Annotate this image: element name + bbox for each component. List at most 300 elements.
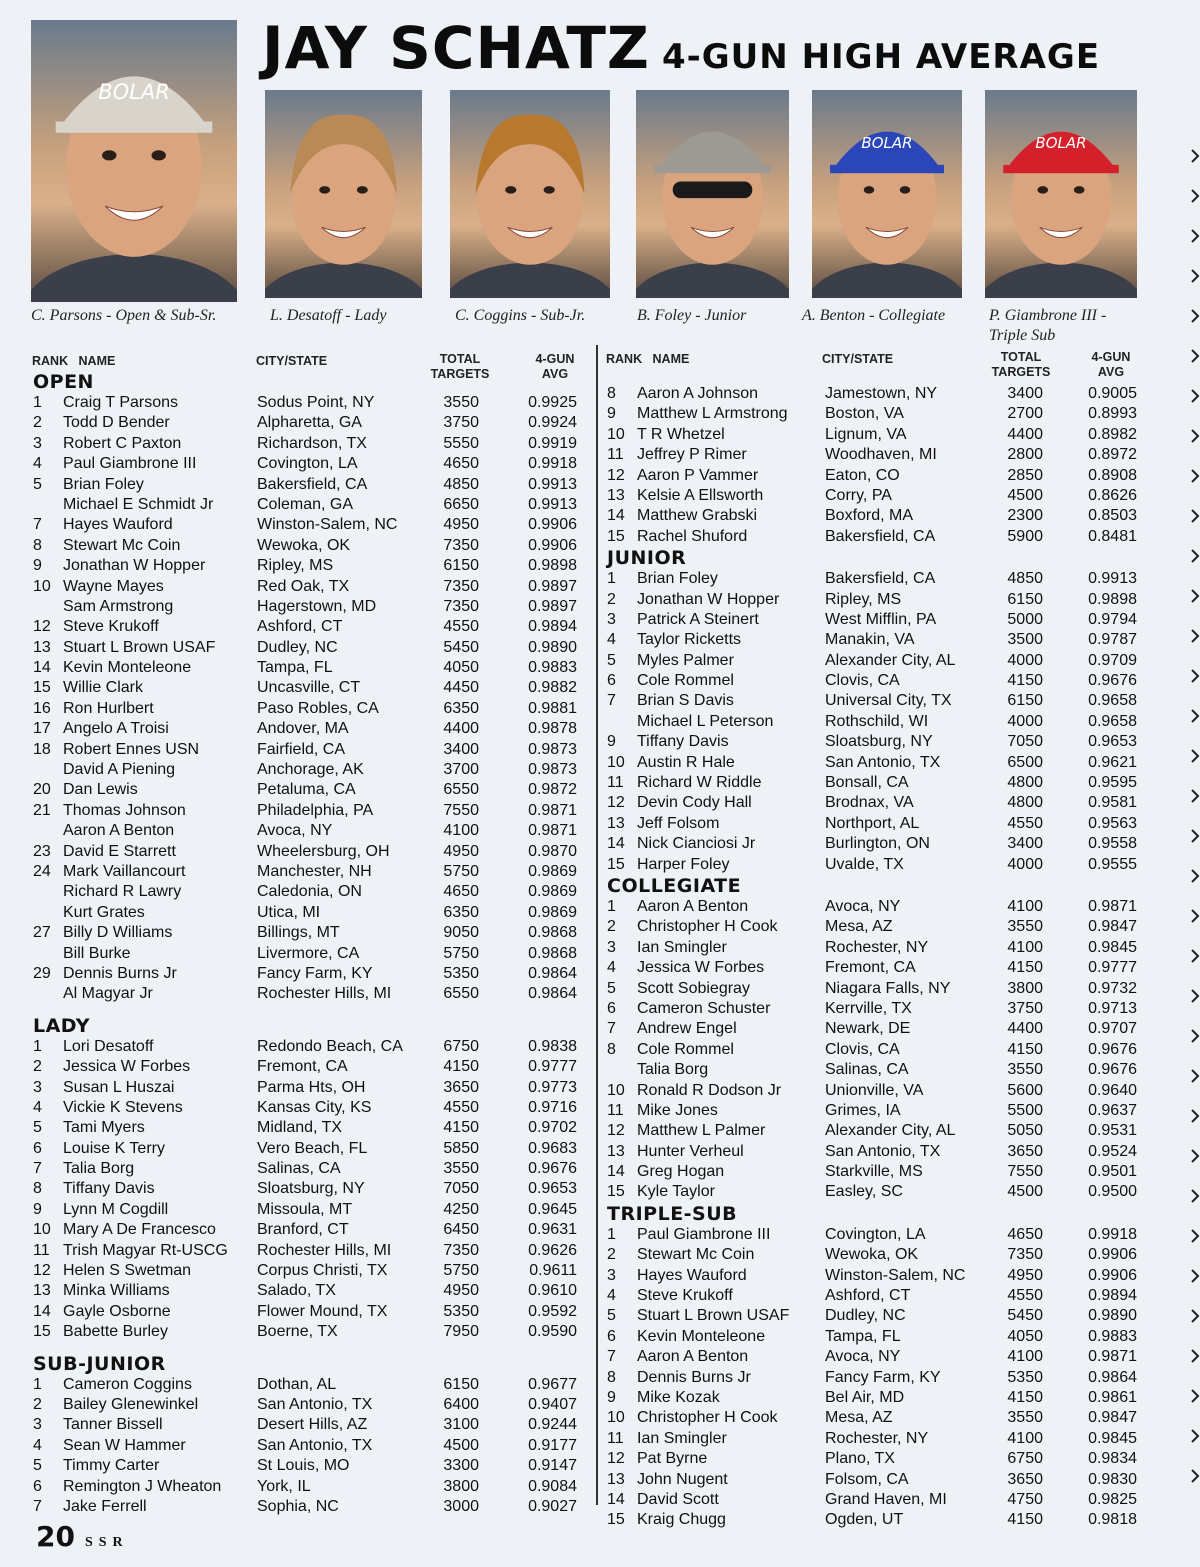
average-cell: 0.9177 [528, 1436, 577, 1454]
rank-cell: 3 [607, 938, 616, 956]
rank-cell: 12 [607, 466, 625, 484]
total-targets-cell: 4150 [443, 1058, 479, 1076]
column-divider [596, 345, 598, 1505]
city-state-cell: Rochester, NY [825, 938, 929, 956]
average-cell: 0.9871 [1088, 897, 1137, 915]
total-targets-cell: 6150 [443, 1375, 479, 1393]
name-cell: Todd D Bender [63, 414, 170, 432]
table-row [33, 1098, 593, 1118]
table-row [607, 1286, 1167, 1306]
name-cell: Dennis Burns Jr [63, 964, 177, 982]
name-cell: Robert C Paxton [63, 434, 182, 452]
city-state-cell: Alexander City, AL [825, 651, 956, 669]
average-cell: 0.9906 [528, 516, 577, 534]
right-header-total-targets [986, 350, 1056, 380]
rank-cell: 13 [33, 638, 51, 656]
total-targets-cell: 6150 [1007, 590, 1043, 608]
binding-mark [1192, 510, 1198, 522]
name-cell: Cole Rommel [637, 672, 734, 690]
rank-cell: 3 [33, 1078, 42, 1096]
average-cell: 0.9897 [528, 577, 577, 595]
city-state-cell: Caledonia, ON [257, 883, 362, 901]
city-state-cell: Covington, LA [257, 455, 358, 473]
table-row [607, 834, 1167, 854]
name-cell: Austin R Hale [637, 753, 735, 771]
table-row [33, 1159, 593, 1179]
name-cell: Richard R Lawry [63, 883, 182, 901]
rank-cell: 5 [33, 475, 42, 493]
city-state-cell: Northport, AL [825, 814, 920, 832]
total-targets-cell: 5750 [443, 1262, 479, 1280]
average-cell: 0.9883 [528, 659, 577, 677]
city-state-cell: Andover, MA [257, 720, 349, 738]
city-state-cell: Tampa, FL [257, 659, 333, 677]
table-row [33, 1281, 593, 1301]
table-row [607, 1060, 1167, 1080]
caption-benton: A. Benton - Collegiate [802, 307, 946, 324]
binding-mark [1192, 1310, 1198, 1322]
average-cell: 0.9830 [1088, 1470, 1137, 1488]
average-cell: 0.8481 [1088, 527, 1137, 545]
city-state-cell: San Antonio, TX [257, 1436, 373, 1454]
binding-mark [1192, 990, 1198, 1002]
binding-mark [1192, 1230, 1198, 1242]
name-cell: Al Magyar Jr [63, 985, 153, 1003]
page-title [262, 14, 1100, 82]
city-state-cell: Red Oak, TX [257, 577, 350, 595]
binding-mark [1192, 750, 1198, 762]
name-cell: Sam Armstrong [63, 597, 174, 615]
table-row [607, 1142, 1167, 1162]
rank-cell: 5 [33, 1457, 42, 1475]
total-targets-cell: 7350 [443, 577, 479, 595]
rank-cell: 10 [607, 425, 625, 443]
table-row [607, 917, 1167, 937]
table-row [33, 1322, 593, 1342]
left-header-4gun: 4-GUN [535, 352, 575, 366]
total-targets-cell: 4000 [1007, 651, 1043, 669]
rank-cell: 6 [607, 999, 616, 1017]
average-cell: 0.9677 [528, 1375, 577, 1393]
average-cell: 0.9645 [528, 1200, 577, 1218]
rank-cell: 15 [33, 1323, 51, 1341]
average-cell: 0.9913 [1088, 570, 1137, 588]
average-cell: 0.9869 [528, 903, 577, 921]
rank-cell: 3 [33, 1416, 42, 1434]
average-cell: 0.9919 [528, 434, 577, 452]
total-targets-cell: 5500 [1007, 1101, 1043, 1119]
name-cell: Jessica W Forbes [637, 959, 765, 977]
city-state-cell: Wewoka, OK [257, 536, 351, 554]
name-cell: Remington J Wheaton [63, 1477, 222, 1495]
title-main: JAY SCHATZ [262, 14, 650, 82]
caption-parsons: C. Parsons - Open & Sub-Sr. [31, 307, 217, 324]
city-state-cell: Covington, LA [825, 1225, 926, 1243]
name-cell: Minka Williams [63, 1282, 170, 1300]
section-gap [33, 1005, 593, 1015]
portrait-image [450, 90, 610, 298]
total-targets-cell: 3550 [1007, 1061, 1043, 1079]
rank-cell: 18 [33, 740, 51, 758]
table-row [607, 1408, 1167, 1428]
city-state-cell: Desert Hills, AZ [257, 1416, 368, 1434]
table-row [33, 1415, 593, 1435]
rank-cell: 7 [33, 1160, 42, 1178]
table-row [607, 610, 1167, 630]
city-state-cell: Anchorage, AK [257, 761, 364, 779]
total-targets-cell: 4100 [443, 822, 479, 840]
table-row [33, 1477, 593, 1497]
total-targets-cell: 4150 [443, 1119, 479, 1137]
section-title: SUB-JUNIOR [33, 1352, 166, 1375]
rank-cell: 5 [607, 1307, 616, 1325]
rank-cell: 20 [33, 781, 51, 799]
name-cell: Cameron Coggins [63, 1375, 192, 1393]
name-cell: Robert Ennes USN [63, 740, 200, 758]
city-state-cell: Salinas, CA [825, 1061, 909, 1079]
rank-cell: 11 [607, 1101, 624, 1119]
rank-cell: 7 [33, 1497, 42, 1515]
table-row [607, 630, 1167, 650]
name-cell: Susan L Huszai [63, 1078, 175, 1096]
table-row [607, 445, 1167, 465]
rank-cell: 2 [607, 1246, 616, 1264]
section-title: JUNIOR [607, 547, 687, 570]
total-targets-cell: 3400 [443, 740, 479, 758]
city-state-cell: Uncasville, CT [257, 679, 361, 697]
table-row [607, 671, 1167, 691]
city-state-cell: Petaluma, CA [257, 781, 356, 799]
rank-cell: 14 [607, 835, 625, 853]
total-targets-cell: 4500 [443, 1436, 479, 1454]
city-state-cell: Hagerstown, MD [257, 597, 377, 615]
name-cell: Kelsie A Ellsworth [637, 486, 764, 504]
rank-cell: 17 [33, 720, 51, 738]
total-targets-cell: 7050 [1007, 733, 1043, 751]
total-targets-cell: 4100 [1007, 938, 1043, 956]
average-cell: 0.9707 [1088, 1020, 1137, 1038]
name-cell: Bailey Glenewinkel [63, 1395, 199, 1413]
city-state-cell: Starkville, MS [825, 1163, 923, 1181]
average-cell: 0.9871 [528, 822, 577, 840]
table-row [33, 760, 593, 780]
table-row [607, 1347, 1167, 1367]
average-cell: 0.9825 [1088, 1490, 1137, 1508]
rank-cell: 16 [33, 699, 51, 717]
total-targets-cell: 5350 [443, 1302, 479, 1320]
city-state-cell: Clovis, CA [825, 1040, 900, 1058]
binding-mark [1192, 1190, 1198, 1202]
table-row [33, 536, 593, 556]
total-targets-cell: 7550 [443, 801, 479, 819]
total-targets-cell: 4400 [443, 720, 479, 738]
average-cell: 0.9894 [528, 618, 577, 636]
right-header-rank-name: RANK NAME [606, 352, 690, 366]
rank-cell: 1 [33, 1375, 42, 1393]
name-cell: Tami Myers [63, 1119, 145, 1137]
rank-cell: 7 [607, 1020, 616, 1038]
average-cell: 0.9864 [528, 985, 577, 1003]
name-cell: Thomas Johnson [63, 801, 186, 819]
binding-mark [1192, 870, 1198, 882]
total-targets-cell: 3400 [1007, 385, 1043, 402]
city-state-cell: Sophia, NC [257, 1497, 339, 1515]
average-cell: 0.9653 [528, 1180, 577, 1198]
name-cell: Willie Clark [63, 679, 143, 697]
city-state-cell: Newark, DE [825, 1020, 911, 1038]
city-state-cell: Alpharetta, GA [257, 414, 362, 432]
left-header-rank-name: RANK NAME [32, 354, 116, 368]
binding-mark [1192, 1070, 1198, 1082]
average-cell: 0.9898 [528, 557, 577, 575]
name-cell: Jonathan W Hopper [637, 590, 780, 608]
total-targets-cell: 4550 [443, 618, 479, 636]
average-cell: 0.9716 [528, 1098, 577, 1116]
binding-mark [1192, 590, 1198, 602]
rank-cell: 27 [33, 924, 51, 942]
city-state-cell: Boston, VA [825, 405, 904, 423]
rank-cell: 10 [607, 1081, 625, 1099]
section-gap [33, 1343, 593, 1353]
table-row [33, 882, 593, 902]
name-cell: Tiffany Davis [637, 733, 729, 751]
table-row [33, 1179, 593, 1199]
city-state-cell: Easley, SC [825, 1183, 903, 1201]
total-targets-cell: 6550 [443, 985, 479, 1003]
average-cell: 0.9621 [1088, 753, 1137, 771]
table-row [607, 999, 1167, 1019]
average-cell: 0.9581 [1088, 794, 1137, 812]
rank-cell: 6 [607, 1327, 616, 1345]
average-cell: 0.9640 [1088, 1081, 1137, 1099]
name-cell: Jeffrey P Rimer [637, 446, 747, 464]
table-row [607, 814, 1167, 834]
name-cell: Aaron A Benton [637, 1348, 749, 1366]
name-cell: Hayes Wauford [637, 1266, 747, 1284]
city-state-cell: Uvalde, TX [825, 855, 904, 873]
city-state-cell: Rochester, NY [825, 1429, 929, 1447]
average-cell: 0.9869 [528, 883, 577, 901]
rank-cell: 9 [607, 405, 616, 423]
city-state-cell: Fairfield, CA [257, 740, 346, 758]
rank-cell: 1 [33, 1037, 42, 1055]
table-row [607, 1245, 1167, 1265]
total-targets-cell: 6750 [443, 1037, 479, 1055]
rank-cell: 15 [607, 527, 625, 545]
city-state-cell: Fremont, CA [825, 959, 916, 977]
table-row [33, 1261, 593, 1281]
magazine-name: SSR [84, 1535, 129, 1550]
total-targets-cell: 3650 [443, 1078, 479, 1096]
binding-mark [1192, 790, 1198, 802]
city-state-cell: San Antonio, TX [825, 753, 941, 771]
city-state-cell: Kerrville, TX [825, 999, 912, 1017]
total-targets-cell: 4950 [443, 1282, 479, 1300]
rank-cell: 29 [33, 964, 51, 982]
name-cell: Jonathan W Hopper [63, 557, 206, 575]
average-cell: 0.9610 [528, 1282, 577, 1300]
city-state-cell: Livermore, CA [257, 944, 360, 962]
rank-cell: 5 [33, 1119, 42, 1137]
name-cell: Talia Borg [63, 1160, 135, 1178]
binding-mark [1192, 1110, 1198, 1122]
city-state-cell: Clovis, CA [825, 672, 900, 690]
average-cell: 0.9906 [528, 536, 577, 554]
table-row [607, 938, 1167, 958]
city-state-cell: San Antonio, TX [257, 1395, 373, 1413]
city-state-cell: Sloatsburg, NY [825, 733, 933, 751]
table-row [33, 617, 593, 637]
rank-cell: 4 [33, 1098, 42, 1116]
rank-cell: 1 [607, 897, 616, 915]
city-state-cell: Ripley, MS [825, 590, 902, 608]
city-state-cell: West Mifflin, PA [825, 610, 937, 628]
name-cell: Aaron P Vammer [637, 466, 759, 484]
table-row [33, 1395, 593, 1415]
section-title: COLLEGIATE [607, 874, 742, 897]
name-cell: Pat Byrne [637, 1450, 708, 1468]
total-targets-cell: 4400 [1007, 425, 1043, 443]
total-targets-cell: 4650 [1007, 1225, 1043, 1243]
rank-cell: 14 [607, 1490, 625, 1508]
name-cell: Steve Krukoff [637, 1287, 733, 1305]
total-targets-cell: 7350 [1007, 1246, 1043, 1264]
portrait-image [265, 90, 422, 298]
name-cell: Kraig Chugg [637, 1511, 726, 1529]
rank-cell: 3 [33, 434, 42, 452]
name-cell: Steve Krukoff [63, 618, 159, 636]
total-targets-cell: 5850 [443, 1139, 479, 1157]
average-cell: 0.9881 [528, 699, 577, 717]
total-targets-cell: 4450 [443, 679, 479, 697]
total-targets-cell: 6500 [1007, 753, 1043, 771]
table-row [607, 506, 1167, 526]
total-targets-cell: 6150 [1007, 692, 1043, 710]
binding-mark [1192, 1350, 1198, 1362]
average-cell: 0.9924 [528, 414, 577, 432]
table-row [33, 801, 593, 821]
binding-mark [1192, 270, 1198, 282]
name-cell: John Nugent [637, 1470, 728, 1488]
city-state-cell: Midland, TX [257, 1119, 343, 1137]
right-header-total: TOTAL [1000, 350, 1042, 364]
table-row [607, 569, 1167, 589]
city-state-cell: Alexander City, AL [825, 1122, 956, 1140]
name-cell: Matthew L Armstrong [637, 405, 788, 423]
table-row [33, 862, 593, 882]
right-header-targets: TARGETS [991, 365, 1051, 379]
name-cell: David Scott [637, 1490, 719, 1508]
table-row [33, 515, 593, 535]
average-cell: 0.9244 [528, 1416, 577, 1434]
average-cell: 0.9870 [528, 842, 577, 860]
city-state-cell: Bel Air, MD [825, 1388, 905, 1406]
name-cell: Bill Burke [63, 944, 131, 962]
name-cell: Billy D Williams [63, 924, 173, 942]
rank-cell: 2 [33, 1395, 42, 1413]
table-row [607, 1429, 1167, 1449]
right-header-avg-label: AVG [1097, 365, 1125, 379]
rank-cell: 8 [607, 1040, 616, 1058]
total-targets-cell: 2300 [1007, 507, 1043, 525]
rank-cell: 3 [607, 610, 616, 628]
total-targets-cell: 4850 [1007, 570, 1043, 588]
city-state-cell: Vero Beach, FL [257, 1139, 368, 1157]
average-cell: 0.9861 [1088, 1388, 1137, 1406]
total-targets-cell: 3650 [1007, 1470, 1043, 1488]
city-state-cell: St Louis, MO [257, 1457, 350, 1475]
average-cell: 0.9407 [528, 1395, 577, 1413]
table-row [607, 1081, 1167, 1101]
average-cell: 0.9898 [1088, 590, 1137, 608]
caption-giambrone: P. Giambrone III - Triple Sub [989, 307, 1107, 344]
binding-mark [1192, 1150, 1198, 1162]
average-cell: 0.8908 [1088, 466, 1137, 484]
table-row [607, 1225, 1167, 1245]
average-cell: 0.9777 [528, 1058, 577, 1076]
average-cell: 0.9713 [1088, 999, 1137, 1017]
average-cell: 0.9709 [1088, 651, 1137, 669]
name-cell: Harper Foley [637, 855, 730, 873]
rank-cell: 2 [33, 1058, 42, 1076]
total-targets-cell: 7350 [443, 1241, 479, 1259]
average-cell: 0.9658 [1088, 692, 1137, 710]
table-row [607, 384, 1167, 404]
total-targets-cell: 3800 [1007, 979, 1043, 997]
city-state-cell: Missoula, MT [257, 1200, 353, 1218]
name-cell: Hayes Wauford [63, 516, 173, 534]
table-row [33, 1220, 593, 1240]
average-cell: 0.9558 [1088, 835, 1137, 853]
city-state-cell: Branford, CT [257, 1221, 349, 1239]
total-targets-cell: 5350 [1007, 1368, 1043, 1386]
rank-cell: 9 [33, 557, 42, 575]
total-targets-cell: 7350 [443, 536, 479, 554]
total-targets-cell: 4150 [1007, 959, 1043, 977]
table-row [607, 773, 1167, 793]
portrait-image [31, 20, 237, 302]
table-row [607, 1266, 1167, 1286]
total-targets-cell: 3700 [443, 761, 479, 779]
binding-mark [1192, 390, 1198, 402]
rank-cell: 1 [607, 570, 616, 588]
average-cell: 0.9777 [1088, 959, 1137, 977]
photo-foley [636, 90, 789, 298]
city-state-cell: Winston-Salem, NC [825, 1266, 966, 1284]
city-state-cell: Utica, MI [257, 903, 321, 921]
table-row [33, 842, 593, 862]
rank-cell: 4 [607, 631, 616, 649]
average-cell: 0.9626 [528, 1241, 577, 1259]
average-cell: 0.9676 [1088, 1040, 1137, 1058]
city-state-cell: Richardson, TX [257, 434, 367, 452]
city-state-cell: Philadelphia, PA [257, 801, 374, 819]
average-cell: 0.9868 [528, 944, 577, 962]
average-cell: 0.9878 [528, 720, 577, 738]
total-targets-cell: 5550 [443, 434, 479, 452]
rank-cell: 4 [607, 959, 616, 977]
average-cell: 0.9611 [529, 1262, 577, 1280]
city-state-cell: Ashford, CT [825, 1287, 911, 1305]
average-cell: 0.8982 [1088, 425, 1137, 443]
table-row [33, 1241, 593, 1261]
name-cell: Sean W Hammer [63, 1436, 186, 1454]
total-targets-cell: 4000 [1007, 855, 1043, 873]
total-targets-cell: 7950 [443, 1323, 479, 1341]
page-footer [36, 1520, 129, 1553]
photo-parsons [31, 20, 237, 302]
city-state-cell: Kansas City, KS [257, 1098, 372, 1116]
